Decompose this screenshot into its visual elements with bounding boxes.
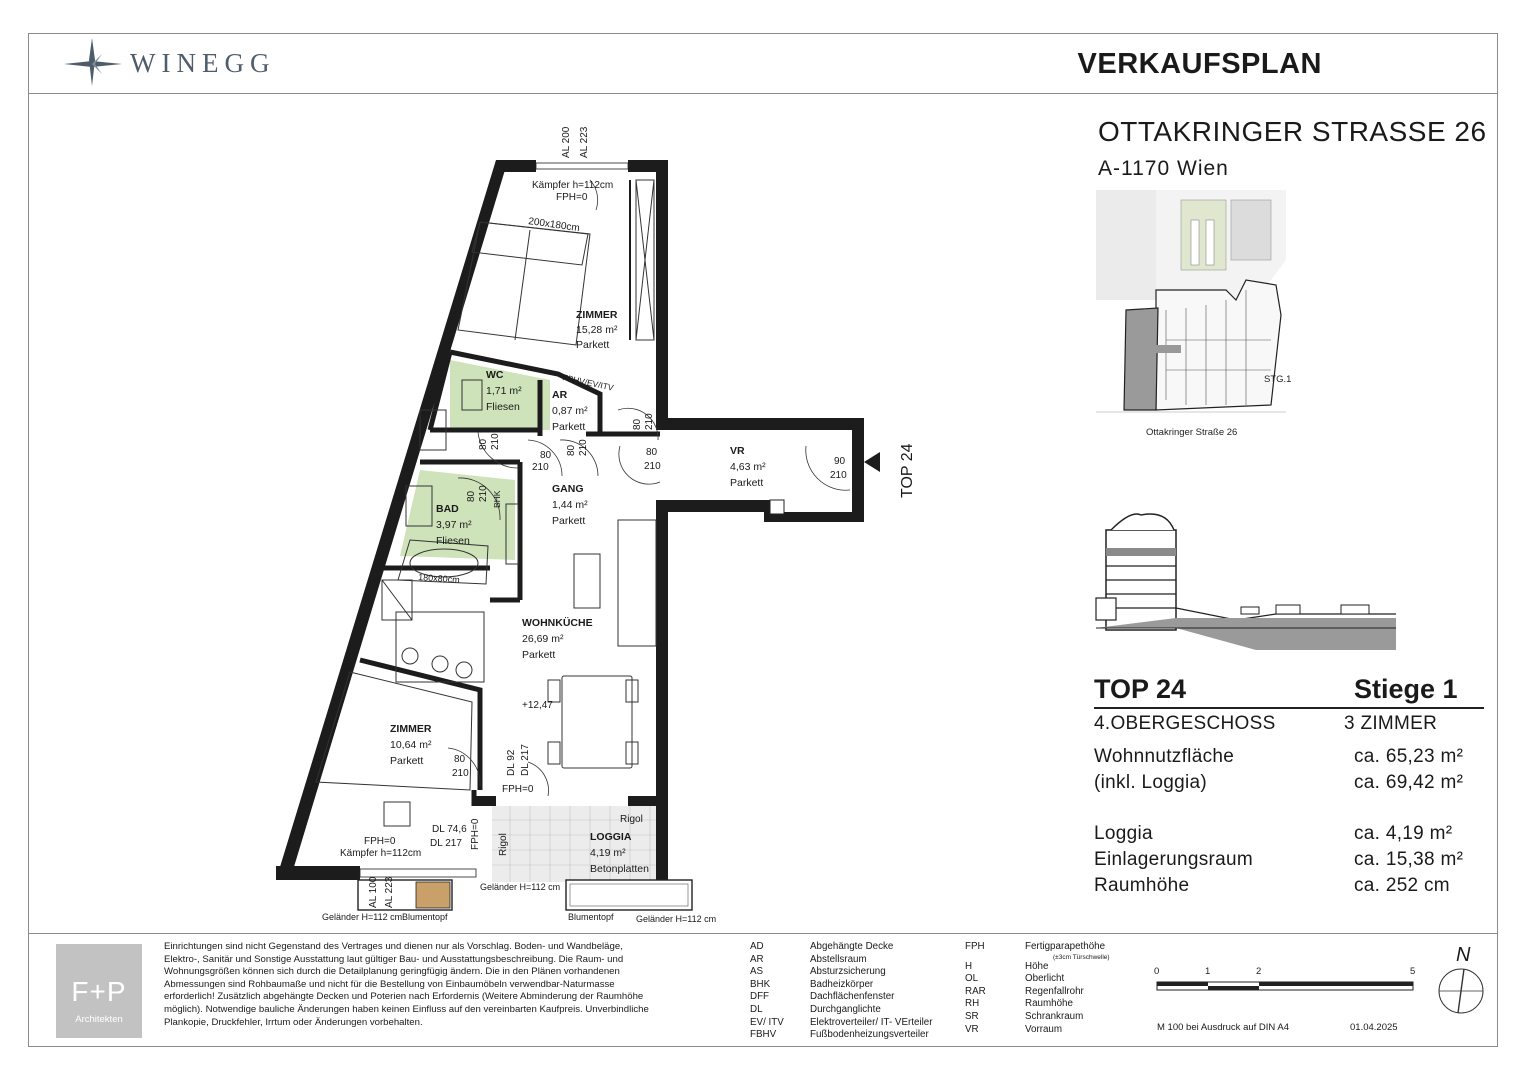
- site-plan: [1096, 190, 1292, 440]
- room-area: 15,28 m²: [576, 324, 618, 336]
- abbr-desc: Schrankraum: [1025, 1010, 1084, 1022]
- abbr-code: FPH: [965, 941, 985, 952]
- abbr-code: SR: [965, 1010, 979, 1022]
- door-width: 80: [632, 418, 643, 430]
- room-name: ZIMMER: [576, 309, 618, 321]
- abbr-code: RH: [965, 998, 980, 1010]
- floor-level: 4.OBERGESCHOSS: [1094, 713, 1276, 734]
- door-height: 210: [452, 768, 469, 779]
- note-fph-bottom: FPH=0: [364, 836, 396, 847]
- room-area: 0,87 m²: [552, 405, 588, 417]
- note-rigol-vertical: Rigol: [498, 833, 509, 856]
- abbr-code: AS: [750, 966, 764, 978]
- abbr-code: DL: [750, 1003, 763, 1015]
- abbr-spacer: [965, 954, 986, 961]
- door-width: 90: [834, 456, 846, 467]
- legal-disclaimer: Einrichtungen sind nicht Gegenstand des Vertrages und dienen nur als Vorschlag. Boden- und Wandbeläge, Elektro-, Sanitär und Sonstige Ausstattung laut gültiger Bau- und Ausstattungsbeschreibung. Die Raum- und Wohnungsgrößen können sich durch die Detailplanung geringfügig ändern. Die in den Plänen vorhandenen Abmessungen sind Rohbaumaße und nicht für die Bestellung von Einbaumöbeln verwendbar-Naturmasse erforderlich! Zusätzlich abgehängte Decken und Poterien nach Erfordernis (Weitere Abminderung der Raumhöhe möglich). Notwendige bauliche Änderungen haben keinen Einfluss auf den vereinbarten Kaufpreis. Unverbindliche Plankopie, Druckfehler, Irrtum oder Änderungen vorbehalten.: [164, 941, 649, 1028]
- abbreviation-list-left: [750, 941, 784, 1042]
- note-fbhv: FBHV/EV/ITV: [561, 372, 615, 393]
- room-floor: Fliesen: [486, 401, 520, 413]
- abbr-desc: Fußbodenheizungsverteiler: [810, 1029, 929, 1041]
- summary-value: ca. 252 cm: [1354, 875, 1450, 896]
- door-width: 80: [466, 490, 477, 502]
- room-name: WOHNKÜCHE: [522, 617, 593, 629]
- door-width: 80: [454, 754, 466, 765]
- abbr-code: VR: [965, 1023, 979, 1035]
- room-name: VR: [730, 445, 745, 457]
- room-area: 4,19 m²: [590, 847, 626, 859]
- abbr-code: AR: [750, 953, 764, 965]
- door-height: 210: [830, 470, 847, 481]
- entrance-label: TOP 24: [899, 443, 916, 498]
- note-gelaender: Geländer H=112 cm: [480, 882, 561, 892]
- note-gelaender: Geländer H=112 cm: [322, 912, 403, 922]
- note-fph-loggia: FPH=0: [502, 784, 534, 795]
- abbr-desc: Regenfallrohr: [1025, 985, 1084, 997]
- room-area: 4,63 m²: [730, 461, 766, 473]
- summary-label: Einlagerungsraum: [1094, 849, 1253, 870]
- door-height: 210: [478, 485, 489, 502]
- abbr-code: FBHV: [750, 1029, 777, 1041]
- note-al100: AL 100: [368, 876, 379, 908]
- note-tub-size: 180x80cm: [417, 572, 460, 585]
- abbr-desc: Raumhöhe: [1025, 998, 1073, 1010]
- note-gelaender: Geländer H=112 cm: [636, 914, 717, 924]
- summary-rule: [1094, 707, 1484, 709]
- abbr-code: BHK: [750, 978, 771, 990]
- room-floor: Parkett: [552, 421, 586, 433]
- abbr-desc: Dachflächenfenster: [810, 991, 895, 1003]
- abbr-code: AD: [750, 941, 764, 952]
- abbr-desc-note: (±3cm Türschwelle): [1053, 953, 1110, 961]
- room-name: WC: [486, 369, 504, 381]
- room-floor: Parkett: [390, 755, 424, 767]
- note-blumentopf: Blumentopf: [568, 912, 614, 922]
- room-area: 26,69 m²: [522, 633, 564, 645]
- summary-value: ca. 15,38 m²: [1354, 849, 1464, 870]
- north-arrow-icon: [1436, 966, 1486, 1016]
- room-floor: Parkett: [522, 649, 556, 661]
- door-height: 210: [644, 461, 661, 472]
- room-name: LOGGIA: [590, 831, 632, 843]
- room-area: 3,97 m²: [436, 519, 472, 531]
- door-width: 80: [540, 450, 552, 461]
- note-blumentopf: Blumentopf: [402, 912, 448, 922]
- room-name: GANG: [552, 483, 584, 495]
- note-bed-size: 200x180cm: [527, 216, 581, 235]
- abbr-desc: Vorraum: [1025, 1023, 1063, 1035]
- north-label: N: [1456, 944, 1471, 966]
- note-dl217: DL 217: [520, 744, 531, 776]
- abbr-code: H: [965, 960, 973, 972]
- room-name: ZIMMER: [390, 723, 432, 735]
- note-al223-bottom: AL 223: [384, 876, 395, 908]
- room-count: 3 ZIMMER: [1344, 713, 1438, 734]
- building-section: [1096, 510, 1396, 655]
- scale-text: M 100 bei Ausdruck auf DIN A4: [1157, 1022, 1290, 1033]
- door-width: 80: [566, 444, 577, 456]
- room-floor: Betonplatten: [590, 863, 649, 875]
- summary-value: ca. 69,42 m²: [1354, 772, 1464, 793]
- scale-tick: 2: [1256, 966, 1262, 977]
- room-name: AR: [552, 389, 568, 401]
- brand-name: WINEGG: [130, 48, 276, 78]
- note-rigol: Rigol: [620, 814, 643, 825]
- note-kaempfer-bottom: Kämpfer h=112cm: [340, 848, 422, 859]
- plan-date: 01.04.2025: [1350, 1022, 1398, 1033]
- site-stair-label: STG.1: [1264, 374, 1292, 385]
- scale-tick: 5: [1410, 966, 1416, 977]
- room-area: 1,44 m²: [552, 499, 588, 511]
- scale-bar: [1150, 960, 1430, 1000]
- abbr-code: EV/ ITV: [750, 1016, 784, 1028]
- abbr-desc: Höhe: [1025, 960, 1049, 972]
- door-height: 210: [532, 462, 549, 473]
- architect-logo-text: F+P: [71, 976, 127, 1007]
- abbreviation-desc-right: [1025, 941, 1110, 1036]
- note-dl217b: DL 217: [430, 838, 462, 849]
- abbr-desc: Abgehängte Decke: [810, 941, 894, 952]
- door-width: 80: [478, 438, 489, 450]
- abbreviation-list-right: [965, 941, 986, 1036]
- abbr-desc: Fertigparapethöhe: [1025, 941, 1106, 952]
- entrance-arrow-icon: [864, 452, 880, 472]
- abbr-desc: Oberlicht: [1025, 973, 1065, 985]
- room-area: 10,64 m²: [390, 739, 432, 751]
- abbr-desc: Elektroverteiler/ IT- VErteiler: [810, 1016, 933, 1028]
- note-dl746: DL 74,6: [432, 824, 467, 835]
- note-al223: AL 223: [579, 126, 590, 158]
- abbr-desc: Abstellsraum: [810, 953, 867, 965]
- abbr-code: RAR: [965, 985, 986, 997]
- note-bhk: BHK: [492, 490, 502, 508]
- unit-number: TOP 24: [1094, 674, 1187, 704]
- door-height: 210: [644, 413, 655, 430]
- note-dl92: DL 92: [506, 749, 517, 776]
- room-area: 1,71 m²: [486, 385, 522, 397]
- note-fph: FPH=0: [556, 192, 588, 203]
- summary-label: (inkl. Loggia): [1094, 772, 1207, 793]
- footer-divider: [28, 933, 1498, 934]
- address-street: OTTAKRINGER STRASSE 26: [1098, 116, 1487, 147]
- door-height: 210: [490, 433, 501, 450]
- room-floor: Parkett: [730, 477, 764, 489]
- abbr-code: DFF: [750, 991, 770, 1003]
- note-kaempfer: Kämpfer h=112cm: [532, 180, 614, 191]
- scale-tick: 1: [1205, 966, 1211, 977]
- stair-number: Stiege 1: [1354, 674, 1458, 704]
- address-city: A-1170 Wien: [1098, 157, 1229, 180]
- summary-value: ca. 4,19 m²: [1354, 823, 1453, 844]
- architect-logo-subtext: Architekten: [75, 1014, 123, 1025]
- note-al200: AL 200: [561, 126, 572, 158]
- room-floor: Parkett: [576, 339, 610, 351]
- abbreviation-desc-left: [810, 941, 933, 1042]
- summary-label: Wohnnutzfläche: [1094, 746, 1235, 767]
- summary-value: ca. 65,23 m²: [1354, 746, 1464, 767]
- summary-label: Raumhöhe: [1094, 875, 1190, 896]
- document-title: VERKAUFSPLAN: [1077, 48, 1322, 80]
- door-width: 80: [646, 447, 658, 458]
- room-name: BAD: [436, 503, 459, 515]
- summary-label: Loggia: [1094, 823, 1153, 844]
- abbr-desc: Badheizkörper: [810, 978, 874, 990]
- abbr-desc: Durchganglichte: [810, 1003, 881, 1015]
- scale-tick: 0: [1154, 966, 1160, 977]
- room-floor: Fliesen: [436, 535, 470, 547]
- note-fph-vertical: FPH=0: [470, 818, 481, 850]
- room-floor: Parkett: [552, 515, 586, 527]
- abbr-desc: Absturzsicherung: [810, 966, 886, 978]
- abbr-code: OL: [965, 973, 979, 985]
- note-level: +12,47: [522, 700, 553, 711]
- door-height: 210: [578, 439, 589, 456]
- site-street-label: Ottakringer Straße 26: [1146, 427, 1238, 438]
